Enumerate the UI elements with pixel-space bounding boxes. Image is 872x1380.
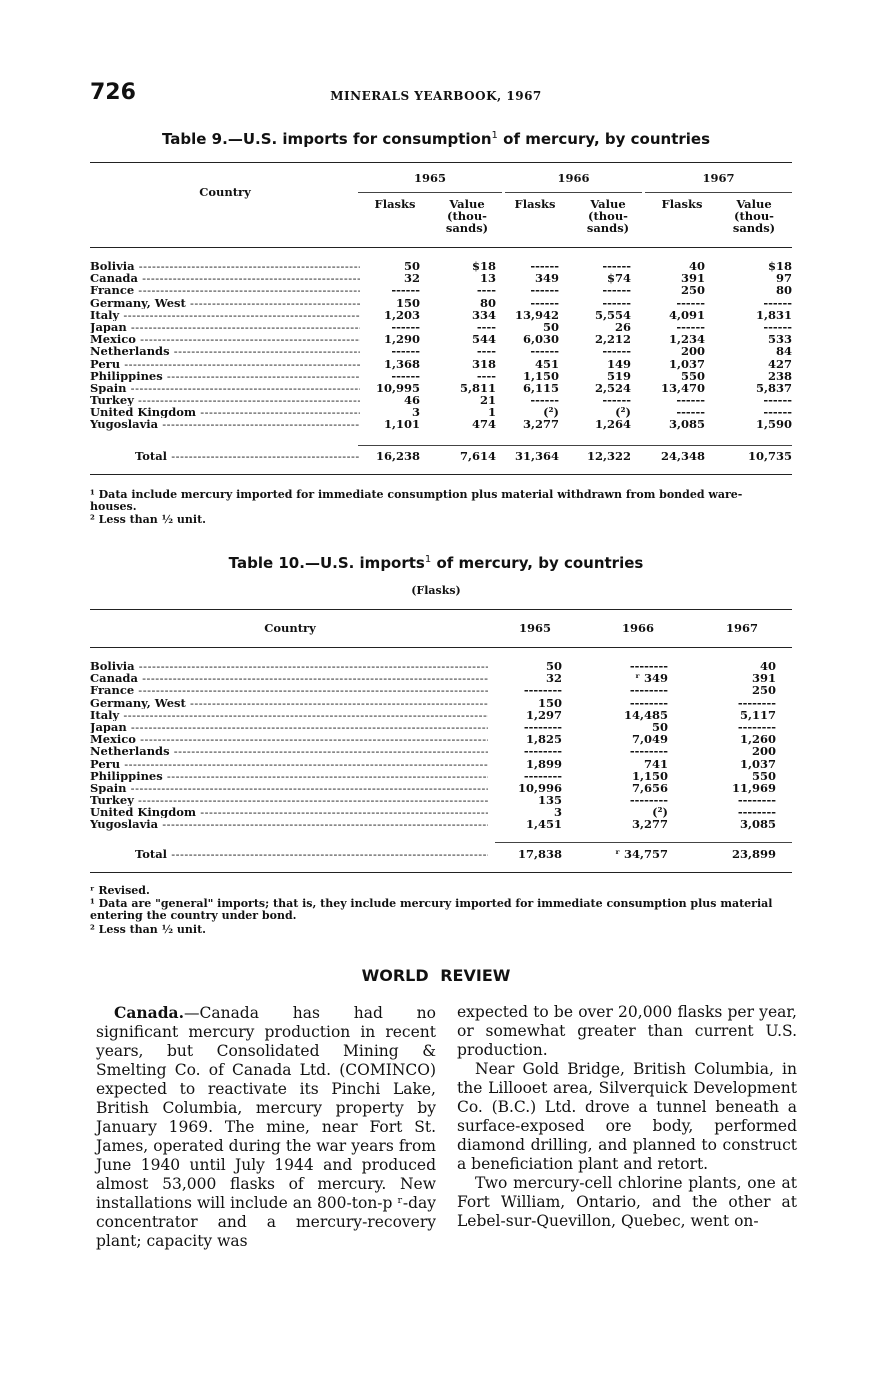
table-cell: 10,995 <box>375 380 420 395</box>
table-row <box>90 782 792 794</box>
table-row <box>90 297 792 309</box>
table-cell: 10,735 <box>747 449 792 463</box>
table-cell: 6,115 <box>522 380 559 395</box>
table-cell: 349 <box>534 271 559 286</box>
table-cell: 533 <box>767 332 792 347</box>
table-cell: 451 <box>534 356 559 371</box>
table-cell: 3,277 <box>631 817 668 832</box>
table10-year-1966: 1966 <box>621 621 654 635</box>
table-cell: 32 <box>545 671 562 686</box>
country-name: Bolivia ----- <box>90 660 488 672</box>
table10-footnote-r: ʳ Revised. <box>90 884 150 897</box>
table-row <box>90 345 792 357</box>
table-row <box>90 758 792 770</box>
table-cell: 150 <box>395 295 420 310</box>
country-name: Turkey ----- <box>90 394 360 406</box>
table-cell: 1,297 <box>525 707 562 722</box>
table-cell: 10,996 <box>517 780 562 795</box>
country-name: Japan ----- <box>90 721 488 733</box>
text-column-right <box>457 1003 797 1231</box>
table-cell: 1,150 <box>522 368 559 383</box>
table-cell: ------ <box>676 405 705 420</box>
table-cell: ------ <box>602 283 631 298</box>
table-cell: -------- <box>629 793 668 808</box>
table10-year-1967: 1967 <box>725 621 758 635</box>
table-cell: $74 <box>606 271 631 286</box>
table-cell: 80 <box>775 283 792 298</box>
country-name: France ----- <box>90 284 360 296</box>
country-name: Italy ----- <box>90 309 360 321</box>
country-name: Canada ----- <box>90 272 360 284</box>
paragraph: Canada.—Canada has had no significant mercury production in recent years, but Consolidated Mining & Smelting Co. of Canada Ltd. (COMINCO) expected to reactivate its Pinchi Lake, British Columbia, mercury property by January 1969. The mine, near Fort St. James, operated during the war years from June 1940 until July 1944 and produced almost 53,000 flasks of mercury. New installations will include an 800-ton-p ʳ-day concentrator and a mercury-recovery plant; capacity was <box>96 1003 436 1250</box>
table-cell: 31,364 <box>514 449 559 463</box>
table-cell: 3,277 <box>522 417 559 432</box>
table-cell: 23,899 <box>731 847 776 861</box>
table-cell: 13,470 <box>660 380 705 395</box>
table-cell: 3,085 <box>668 417 705 432</box>
table-cell: 4,091 <box>668 307 705 322</box>
table-row <box>90 284 792 296</box>
table9-footnote-1: ¹ Data include mercury imported for immediate consumption plus material withdrawn from bonded ware- houses. <box>90 488 743 513</box>
table-cell: ------ <box>530 295 559 310</box>
table-cell: 11,969 <box>731 780 776 795</box>
table9-total-row <box>90 450 792 462</box>
table-cell: 17,838 <box>517 847 562 861</box>
table9-value-header: Value (thou- sands) <box>732 197 776 235</box>
table-cell: 16,238 <box>375 449 420 463</box>
table9-title: Table 9.—U.S. imports for consumption$^1$ of mercury, by countries <box>161 130 711 148</box>
table-row <box>90 745 792 757</box>
country-name: Peru ----- <box>90 758 488 770</box>
table-cell: 200 <box>680 344 705 359</box>
country-name: Total ----- <box>135 450 360 462</box>
table-row <box>90 806 792 818</box>
table9-flasks-header: Flasks <box>661 197 703 211</box>
table-cell: 32 <box>403 271 420 286</box>
country-name: Philippines ----- <box>90 770 488 782</box>
table9-footnote-2: ² Less than ½ unit. <box>90 513 207 526</box>
table9-year-rule <box>358 192 502 193</box>
table-cell: 135 <box>537 793 562 808</box>
table-cell: 544 <box>471 332 496 347</box>
table-cell: -------- <box>523 719 562 734</box>
table-cell: 21 <box>479 393 496 408</box>
table-cell: (²) <box>615 405 631 420</box>
table-cell: 334 <box>471 307 496 322</box>
table-cell: 427 <box>767 356 792 371</box>
table-cell: 1,234 <box>668 332 705 347</box>
table-cell: ------ <box>602 259 631 273</box>
table9-year-rule <box>505 192 642 193</box>
table-cell: ------ <box>763 393 792 408</box>
table-cell: 50 <box>545 659 562 673</box>
table-cell: ------ <box>391 283 420 298</box>
table-cell: 1,203 <box>383 307 420 322</box>
table-row <box>90 672 792 684</box>
table-cell: $18 <box>471 259 496 273</box>
total-row <box>90 848 792 860</box>
table-cell: 3 <box>553 805 562 820</box>
table-row <box>90 733 792 745</box>
table10-country-header: Country <box>264 621 316 635</box>
table-cell: 200 <box>751 744 776 759</box>
table-cell: -------- <box>523 683 562 698</box>
table-cell: 250 <box>680 283 705 298</box>
table10-total-row <box>90 848 792 860</box>
table-cell: ------ <box>676 295 705 310</box>
table10-footnote-2: ² Less than ½ unit. <box>90 923 207 936</box>
table-cell: -------- <box>737 695 776 710</box>
table-cell: 149 <box>606 356 631 371</box>
table-cell: ------ <box>391 344 420 359</box>
table-cell: 1,260 <box>739 732 776 747</box>
country-name: France ----- <box>90 684 488 696</box>
table9-top-rule <box>90 162 792 163</box>
country-name: Philippines ----- <box>90 370 360 382</box>
table-cell: 1,037 <box>668 356 705 371</box>
table-cell: ---- <box>476 319 496 334</box>
table-cell: 550 <box>751 768 776 783</box>
table-cell: (²) <box>543 405 559 420</box>
table-cell: 1,290 <box>383 332 420 347</box>
running-title: MINERALS YEARBOOK, 1967 <box>330 89 542 103</box>
table-cell: 1,264 <box>594 417 631 432</box>
table-cell: 50 <box>403 259 420 273</box>
table-cell: 5,837 <box>755 380 792 395</box>
table-cell: 150 <box>537 695 562 710</box>
table-cell: -------- <box>629 659 668 673</box>
table-cell: ---- <box>476 344 496 359</box>
country-name: Yugoslavia ----- <box>90 418 360 430</box>
country-name: Italy ----- <box>90 709 488 721</box>
table-cell: 6,030 <box>522 332 559 347</box>
table-cell: 1,101 <box>383 417 420 432</box>
table-row <box>90 709 792 721</box>
country-name: Yugoslavia ----- <box>90 818 488 830</box>
table-cell: ------ <box>530 344 559 359</box>
country-name: Spain ----- <box>90 382 360 394</box>
table-cell: 7,656 <box>631 780 668 795</box>
table-cell: 5,811 <box>459 380 496 395</box>
table-cell: ------ <box>763 319 792 334</box>
table-cell: 550 <box>680 368 705 383</box>
table-cell: 1,590 <box>755 417 792 432</box>
table10-title: Table 10.—U.S. imports$^1$ of mercury, by countries <box>228 554 644 572</box>
table-cell: 13 <box>479 271 496 286</box>
table-cell: 2,524 <box>594 380 631 395</box>
table-row <box>90 818 792 830</box>
table-cell: -------- <box>629 695 668 710</box>
table9-year-1965: 1965 <box>413 171 446 185</box>
country-name: Germany, West ----- <box>90 697 488 709</box>
paragraph: Near Gold Bridge, British Columbia, in the Lillooet area, Silverquick Development Co. (B.C.) Ltd. drove a tunnel beneath a surface-exposed ore body, performed diamond drilling, and planned to construct a beneficiation plant and retort. <box>457 1060 797 1173</box>
table-cell: -------- <box>737 793 776 808</box>
table-cell: 14,485 <box>623 707 668 722</box>
table10-subtitle: (Flasks) <box>411 584 461 597</box>
table-cell: 1,150 <box>631 768 668 783</box>
country-name: Bolivia ----- <box>90 260 360 272</box>
table-row <box>90 418 792 430</box>
country-name: Total ----- <box>135 848 488 860</box>
table-row <box>90 697 792 709</box>
table-cell: ------ <box>676 393 705 408</box>
table9-year-rule <box>645 192 792 193</box>
table-cell: -------- <box>629 744 668 759</box>
text-column-left <box>96 1003 436 1251</box>
table9-country-header: Country <box>199 185 251 199</box>
table-cell: (²) <box>652 805 668 820</box>
table-cell: 5,554 <box>594 307 631 322</box>
table-cell: ------ <box>391 368 420 383</box>
country-name: Germany, West ----- <box>90 297 360 309</box>
table9-flasks-header: Flasks <box>374 197 416 211</box>
table-cell: 40 <box>759 659 776 673</box>
table-cell: ------ <box>530 283 559 298</box>
table-cell: 13,942 <box>514 307 559 322</box>
table-cell: ------ <box>676 319 705 334</box>
table-cell: ------ <box>530 259 559 273</box>
paragraph: Two mercury-cell chlorine plants, one at Fort William, Ontario, and the other at Lebel-sur-Quevillon, Quebec, went on- <box>457 1174 797 1230</box>
table-cell: 1,831 <box>755 307 792 322</box>
table-row <box>90 684 792 696</box>
table-cell: 741 <box>643 756 668 771</box>
table-cell: 3 <box>411 405 420 420</box>
table-cell: ʳ 349 <box>635 671 668 686</box>
world-review-heading: WORLD REVIEW <box>361 966 511 985</box>
table10-body <box>90 660 792 831</box>
table-cell: ʳ 34,757 <box>615 847 668 861</box>
table-row <box>90 721 792 733</box>
table-cell: 12,322 <box>586 449 631 463</box>
country-name: United Kingdom ----- <box>90 806 488 818</box>
table-row <box>90 770 792 782</box>
table-cell: $18 <box>767 259 792 273</box>
table-cell: -------- <box>629 683 668 698</box>
total-row <box>90 450 792 462</box>
table-cell: 84 <box>775 344 792 359</box>
table-row <box>90 358 792 370</box>
table-cell: ------ <box>602 344 631 359</box>
table10-footnote-1: ¹ Data are "general" imports; that is, they include mercury imported for immediate consumption plus material entering the country under bond. <box>90 897 773 922</box>
table-cell: 250 <box>751 683 776 698</box>
country-name: Canada ----- <box>90 672 488 684</box>
table-cell: 318 <box>471 356 496 371</box>
table-cell: 1,825 <box>525 732 562 747</box>
table-cell: 7,049 <box>631 732 668 747</box>
table-cell: 7,614 <box>459 449 496 463</box>
paragraph: expected to be over 20,000 flasks per year, or somewhat greater than current U.S. production. <box>457 1003 797 1059</box>
table-cell: 391 <box>680 271 705 286</box>
table-cell: 391 <box>751 671 776 686</box>
table10-bottom-rule <box>90 872 792 873</box>
table-cell: ------ <box>530 393 559 408</box>
table-cell: ---- <box>476 368 496 383</box>
country-name: Mexico ----- <box>90 733 488 745</box>
country-name: Mexico ----- <box>90 333 360 345</box>
table-row <box>90 794 792 806</box>
table-cell: -------- <box>523 744 562 759</box>
table9-body <box>90 260 792 431</box>
table-cell: -------- <box>737 719 776 734</box>
table-cell: ------ <box>602 393 631 408</box>
table-cell: 2,212 <box>594 332 631 347</box>
country-name: Japan ----- <box>90 321 360 333</box>
table-cell: 1,368 <box>383 356 420 371</box>
table-cell: ------ <box>763 295 792 310</box>
table-cell: 50 <box>542 319 559 334</box>
table9-flasks-header: Flasks <box>514 197 556 211</box>
table-cell: 474 <box>471 417 496 432</box>
table-cell: 238 <box>767 368 792 383</box>
table10-top-rule <box>90 609 792 610</box>
country-name: United Kingdom ----- <box>90 406 360 418</box>
table9-value-header: Value (thou- sands) <box>445 197 489 235</box>
table-cell: ------ <box>391 319 420 334</box>
table9-total-rule <box>358 445 792 446</box>
country-name: Peru ----- <box>90 358 360 370</box>
table-cell: ------ <box>602 295 631 310</box>
country-name: Turkey ----- <box>90 794 488 806</box>
table-cell: 1,899 <box>525 756 562 771</box>
table-cell: ---- <box>476 283 496 298</box>
table10-header-rule <box>90 647 792 648</box>
table10-year-1965: 1965 <box>518 621 551 635</box>
table-cell: 50 <box>651 719 668 734</box>
table-cell: 1,451 <box>525 817 562 832</box>
table9-value-header: Value (thou- sands) <box>586 197 630 235</box>
table-cell: 46 <box>403 393 420 408</box>
table9-header-rule <box>90 247 792 248</box>
table-cell: -------- <box>737 805 776 820</box>
table-cell: 40 <box>688 259 705 273</box>
table9-year-1966: 1966 <box>557 171 590 185</box>
table-cell: 1 <box>487 405 496 420</box>
table-cell: ------ <box>763 405 792 420</box>
table-cell: 5,117 <box>739 707 776 722</box>
table-cell: 24,348 <box>660 449 705 463</box>
page-number: 726 <box>90 80 136 105</box>
table9-year-1967: 1967 <box>702 171 735 185</box>
table10-total-rule <box>495 842 792 843</box>
table-cell: 1,037 <box>739 756 776 771</box>
table-cell: 80 <box>479 295 496 310</box>
table-row <box>90 660 792 672</box>
table-cell: 519 <box>606 368 631 383</box>
country-name: Netherlands ----- <box>90 745 488 757</box>
table-cell: 26 <box>614 319 631 334</box>
country-name: Spain ----- <box>90 782 488 794</box>
table9-bottom-rule <box>90 474 792 475</box>
table-cell: -------- <box>523 768 562 783</box>
table-cell: 97 <box>775 271 792 286</box>
table-cell: 3,085 <box>739 817 776 832</box>
country-name: Netherlands ----- <box>90 345 360 357</box>
